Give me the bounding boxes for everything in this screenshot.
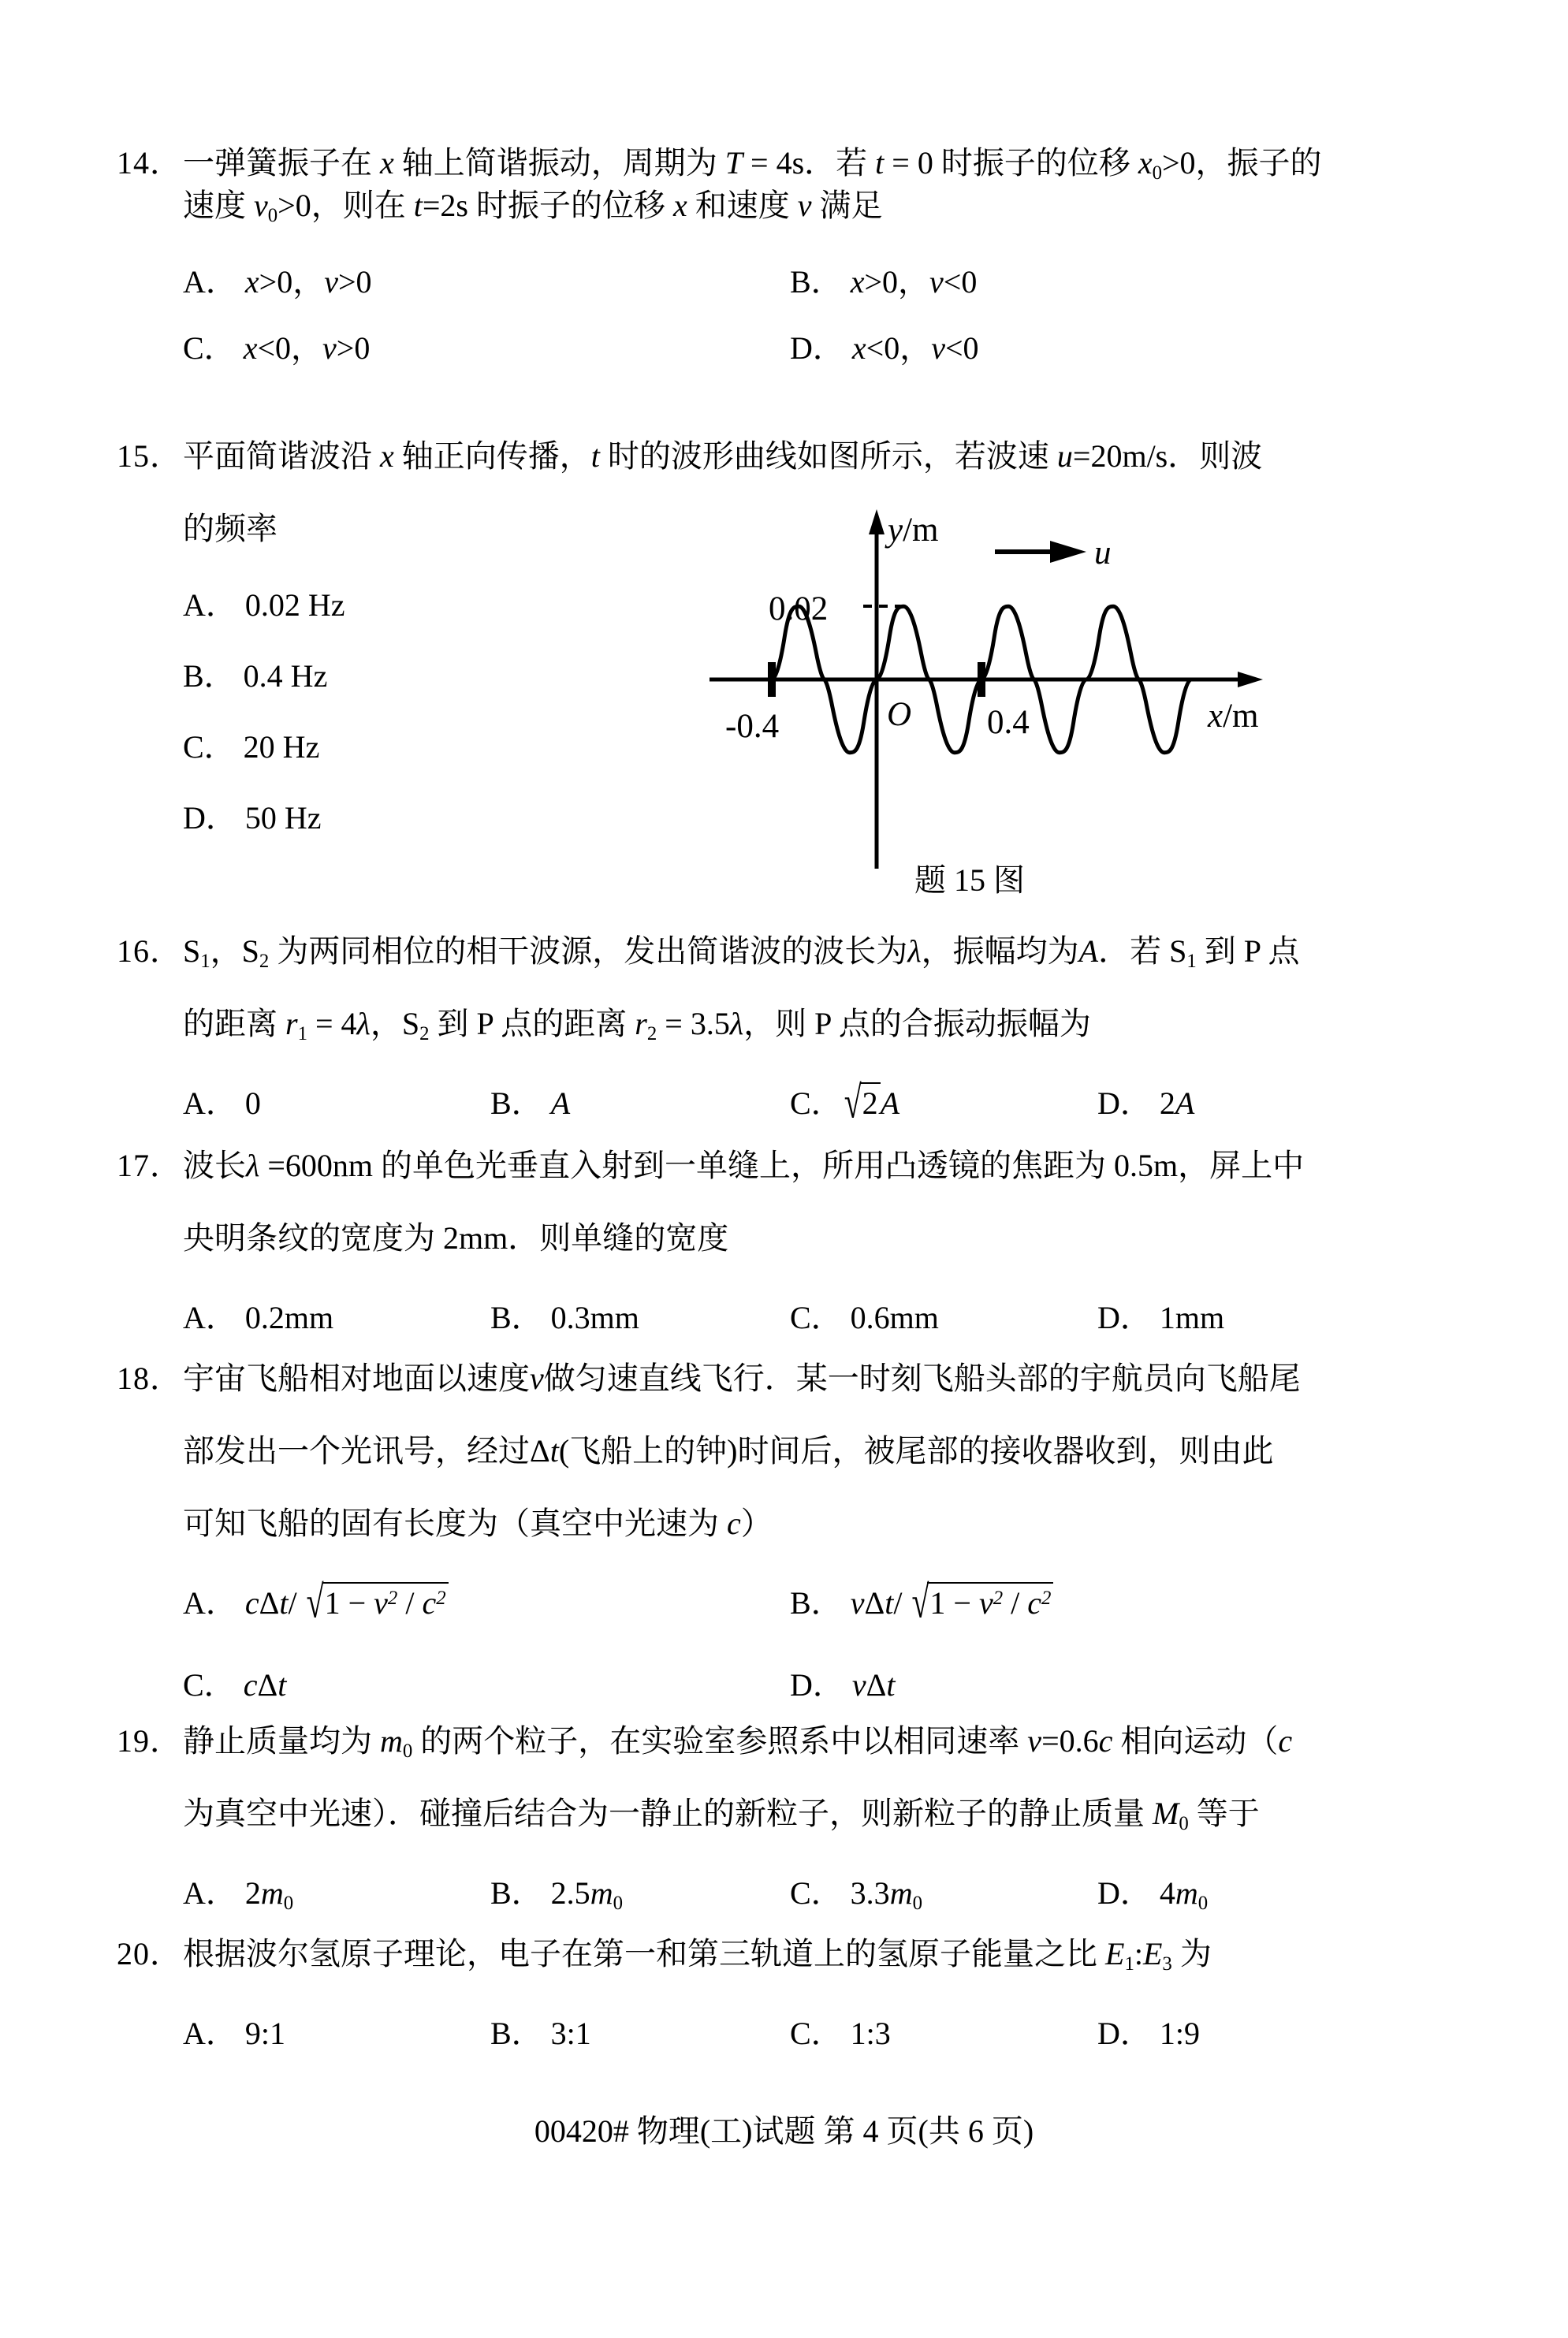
question-16-number: 16． — [117, 933, 182, 969]
question-18-line-1 — [0, 1357, 1568, 1430]
option-14-B[interactable]: B． x>0，v<0 — [790, 264, 978, 300]
question-17-text-line-2: 央明条纹的宽度为 2mm．则单缝的宽度 — [183, 1220, 729, 1256]
question-20-number: 20． — [117, 1936, 182, 1971]
wave-diagram-svg — [694, 497, 1293, 907]
option-19-B[interactable]: B． $2.5m_0$ — [490, 1875, 623, 1914]
question-14 — [0, 142, 1568, 389]
question-20 — [0, 1933, 1568, 2075]
x-axis-label: x/m — [1208, 698, 1259, 735]
question-19 — [0, 1720, 1568, 1934]
option-18-D[interactable]: D． vΔt — [790, 1667, 896, 1703]
question-18-number: 18． — [117, 1361, 182, 1396]
option-17-D[interactable]: D． 1mm — [1097, 1300, 1225, 1335]
question-17-number: 17． — [117, 1148, 182, 1183]
option-17-B[interactable]: B． 0.3mm — [490, 1300, 639, 1335]
option-18-B[interactable]: B． vΔt/ $√1 - v^2 / c^2$ — [790, 1578, 1053, 1623]
question-14-number: 14． — [117, 145, 182, 181]
option-20-A[interactable]: A． 9:1 — [183, 2016, 285, 2051]
question-14-text-line-2: 速度 $v_0>0$，则在 t=2s 时振子的位移 x 和速度 v 满足 — [183, 188, 883, 226]
option-18-C[interactable]: C． cΔt — [183, 1667, 287, 1703]
question-18-text-line-2: 部发出一个光讯号，经过Δt(飞船上的钟)时间后，被尾部的接收器收到，则由此 — [183, 1433, 1274, 1469]
origin-label: O — [887, 696, 912, 733]
question-16-line-1 — [0, 930, 1568, 1003]
option-20-B[interactable]: B． 3:1 — [490, 2016, 591, 2051]
option-16-D[interactable]: D． 2A — [1097, 1085, 1195, 1121]
question-18-text-line-1: 宇宙飞船相对地面以速度v做匀速直线飞行．某一时刻飞船头部的宇航员向飞船尾 — [183, 1361, 1301, 1396]
question-17-line-2 — [0, 1217, 1568, 1293]
question-20-options-row — [0, 2009, 1568, 2075]
question-16 — [0, 930, 1568, 1145]
question-14-line-1 — [0, 142, 1568, 184]
option-16-B[interactable]: B． A — [490, 1085, 571, 1121]
option-20-C[interactable]: C． 1:3 — [790, 2016, 891, 2051]
question-20-line-1 — [0, 1933, 1568, 2009]
question-16-options-row — [0, 1078, 1568, 1145]
page-footer: 00420# 物理(工)试题 第 4 页(共 6 页) — [534, 2113, 1034, 2149]
question-16-text-line-1: $S_1$，$S_2$ 为两同相位的相干波源，发出简谐波的波长为λ，振幅均为A．若 $S_1$ 到 P 点 — [183, 933, 1300, 972]
amplitude-label: 0.02 — [769, 590, 829, 627]
question-18-options-row-2 — [0, 1660, 1568, 1726]
question-19-number: 19． — [117, 1723, 182, 1759]
question-19-text-line-1: 静止质量均为 $m_0$ 的两个粒子，在实验室参照系中以相同速率 v=0.6c 相向运动（c — [183, 1723, 1293, 1762]
question-18-line-2 — [0, 1430, 1568, 1502]
option-17-A[interactable]: A． 0.2mm — [183, 1300, 334, 1335]
option-19-C[interactable]: C． $3.3m_0$ — [790, 1875, 922, 1914]
tick-label-neg: -0.4 — [725, 708, 780, 745]
question-20-text-line-1: 根据波尔氢原子理论，电子在第一和第三轨道上的氢原子能量之比 $E_1:E_3$ 为 — [183, 1936, 1212, 1975]
question-19-options-row — [0, 1868, 1568, 1934]
question-17-options-row — [0, 1293, 1568, 1359]
propagation-arrow — [995, 541, 1086, 563]
question-17-text-line-1: 波长λ =600nm 的单色光垂直入射到一单缝上，所用凸透镜的焦距为 0.5m，屏上中 — [183, 1148, 1305, 1183]
option-15-A[interactable]: A． 0.02 Hz — [183, 587, 345, 623]
u-label: u — [1094, 534, 1112, 571]
figure-caption: 题 15 图 — [914, 862, 1025, 898]
question-16-text-line-2: 的距离 $r_1 = 4\lambda$，$S_2$ 到 P 点的距离 $r_2 = 3.5\lambda$，则 P 点的合振动振幅为 — [183, 1006, 1091, 1044]
option-20-D[interactable]: D． 1:9 — [1097, 2016, 1200, 2051]
option-15-C[interactable]: C． 20 Hz — [183, 729, 320, 765]
option-14-D[interactable]: D． x<0，v<0 — [790, 330, 979, 366]
question-18-text-line-3: 可知飞船的固有长度为（真空中光速为 c） — [183, 1506, 773, 1541]
question-14-text-line-1: 一弹簧振子在 x 轴上简谐振动，周期为 T = 4s．若 t = 0 时振子的位移 $x_0>0$，振子的 — [183, 145, 1322, 184]
question-19-text-line-2: 为真空中光速）．碰撞后结合为一静止的新粒子，则新粒子的静止质量 $M_0$ 等于 — [183, 1796, 1260, 1834]
option-19-D[interactable]: D． $4m_0$ — [1097, 1875, 1209, 1914]
question-17-line-1 — [0, 1145, 1568, 1217]
option-17-C[interactable]: C． 0.6mm — [790, 1300, 939, 1335]
question-15-text-line-2: 的频率 — [183, 511, 277, 546]
question-14-line-2 — [0, 184, 1568, 257]
option-16-C[interactable]: C．√2A — [790, 1076, 900, 1128]
option-15-D[interactable]: D． 50 Hz — [183, 800, 322, 836]
option-14-A[interactable]: A． x>0，v>0 — [183, 264, 372, 300]
question-16-line-2 — [0, 1003, 1568, 1078]
y-axis-label: y/m — [888, 512, 939, 549]
question-14-options-row-1 — [0, 257, 1568, 323]
question-17 — [0, 1145, 1568, 1359]
wave-figure — [694, 497, 1293, 907]
option-14-C[interactable]: C． x<0，v>0 — [183, 330, 371, 366]
question-19-line-1 — [0, 1720, 1568, 1793]
question-18 — [0, 1357, 1568, 1726]
question-18-line-3 — [0, 1502, 1568, 1578]
option-19-A[interactable]: A． $2m_0$ — [183, 1875, 294, 1914]
question-14-options-row-2 — [0, 323, 1568, 389]
option-15-B[interactable]: B． 0.4 Hz — [183, 658, 328, 694]
option-18-A[interactable]: A． cΔt/ $√1 - v^2 / c^2$ — [183, 1578, 449, 1623]
question-19-line-2 — [0, 1793, 1568, 1868]
question-15-number: 15． — [117, 438, 182, 474]
question-15-text-line-1: 平面简谐波沿 x 轴正向传播，t 时的波形曲线如图所示，若波速 u=20m/s．则波 — [183, 438, 1263, 474]
tick-label-pos: 0.4 — [987, 704, 1030, 741]
option-16-A[interactable]: A． 0 — [183, 1085, 261, 1121]
question-18-options-row-1 — [0, 1578, 1568, 1660]
